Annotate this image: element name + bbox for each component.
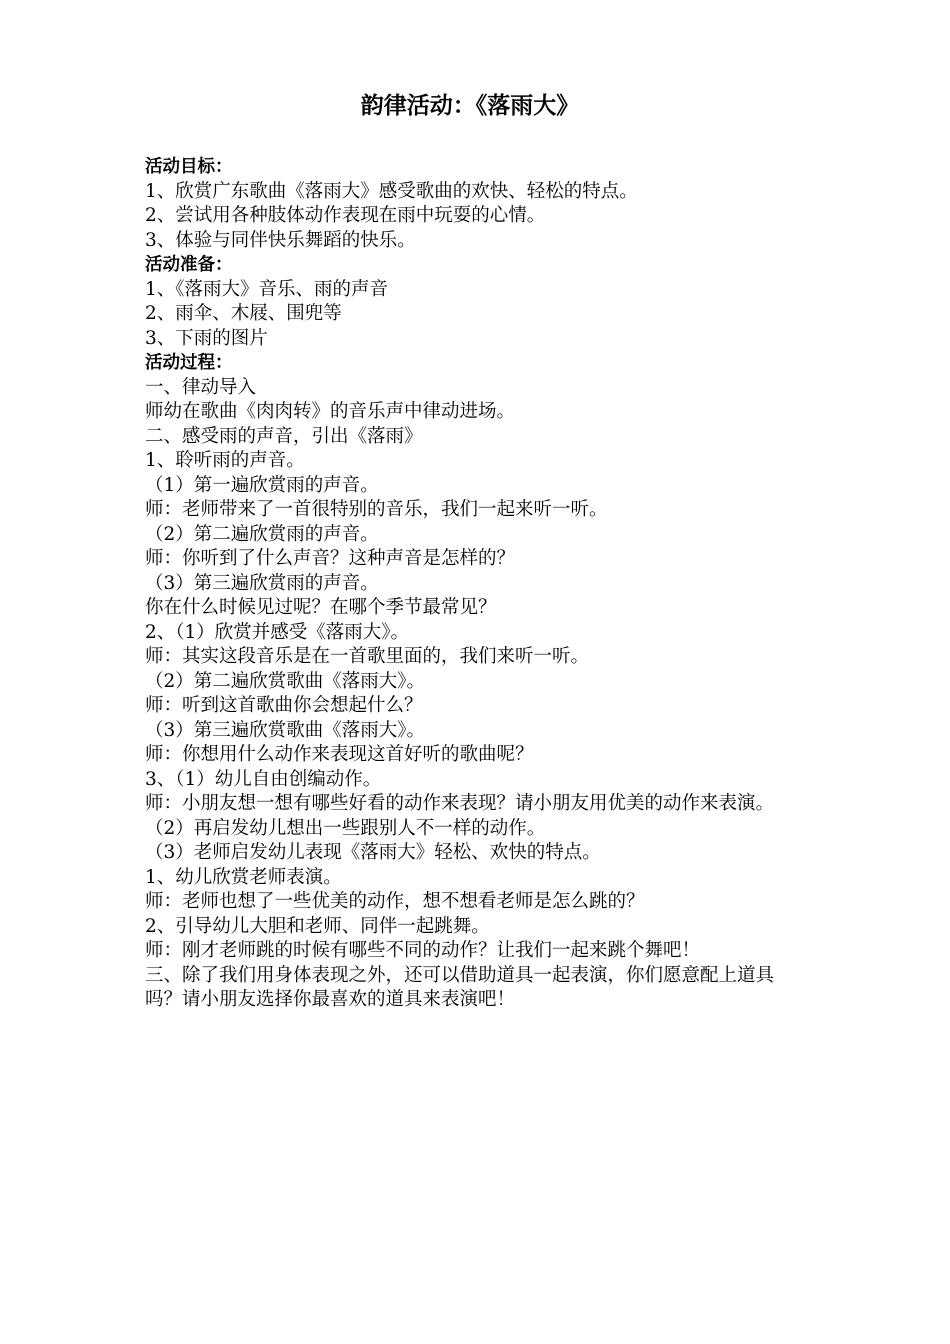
section-heading: 活动目标： — [145, 157, 233, 177]
body-line: 师：听到这首歌曲你会想起什么？ — [145, 695, 423, 716]
body-line: （3）第三遍欣赏雨的声音。 — [145, 572, 379, 594]
body-line: 2、引导幼儿大胆和老师、同伴一起跳舞。 — [145, 915, 490, 937]
section-heading: 活动准备： — [145, 255, 233, 275]
body-line: 师：你想用什么动作来表现这首好听的歌曲呢？ — [145, 744, 534, 765]
body-line: 3、（1）幼儿自由创编动作。 — [145, 768, 382, 790]
body-line: 师：刚才老师跳的时候有哪些不同的动作？让我们一起来跳个舞吧！ — [145, 940, 701, 961]
body-line: 2、（1）欣赏并感受《落雨大》。 — [145, 621, 410, 643]
body-line: 3、体验与同伴快乐舞蹈的快乐。 — [145, 229, 416, 251]
body-line: （2）第二遍欣赏雨的声音。 — [145, 523, 379, 545]
body-line: 2、雨伞、木屐、围兜等 — [145, 303, 342, 324]
section-heading: 活动过程： — [145, 353, 233, 373]
body-line: （3）第三遍欣赏歌曲《落雨大》。 — [145, 719, 426, 741]
body-line: 一、律动导入 — [145, 376, 257, 398]
body-line: 师：小朋友想一想有哪些好看的动作来表现？请小朋友用优美的动作来表演。 — [145, 793, 775, 814]
body-line: 1、欣赏广东歌曲《落雨大》感受歌曲的欢快、轻松的特点。 — [145, 180, 638, 202]
document-title: 韵律活动：《落雨大》 — [360, 93, 580, 119]
body-line: 1、聆听雨的声音。 — [145, 450, 305, 471]
body-line: （1）第一遍欣赏雨的声音。 — [145, 474, 379, 496]
body-line: 你在什么时候见过呢？在哪个季节最常见？ — [145, 597, 497, 618]
body-line: 师幼在歌曲《肉肉转》的音乐声中律动进场。 — [145, 401, 516, 422]
body-line: 1、《落雨大》音乐、雨的声音 — [145, 278, 389, 300]
body-line: 2、尝试用各种肢体动作表现在雨中玩耍的心情。 — [145, 205, 546, 226]
body-line: （2）再启发幼儿想出一些跟别人不一样的动作。 — [145, 817, 546, 839]
body-line: （3）老师启发幼儿表现《落雨大》轻松、欢快的特点。 — [145, 842, 601, 863]
body-line: 1、幼儿欣赏老师表演。 — [145, 866, 342, 888]
body-line: 3、下雨的图片 — [145, 327, 268, 349]
body-line: 三、除了我们用身体表现之外，还可以借助道具一起表演，你们愿意配上道具吗？请小朋友选择你最喜欢的道具来表演吧！ — [145, 964, 775, 1010]
body-line: 二、感受雨的声音，引出《落雨》 — [145, 425, 423, 447]
body-line: 师：其实这段音乐是在一首歌里面的，我们来听一听。 — [145, 646, 590, 667]
document-body — [145, 155, 810, 1013]
body-line: 师：老师也想了一些优美的动作，想不想看老师是怎么跳的？ — [145, 891, 645, 912]
body-line: 师：你听到了什么声音？这种声音是怎样的？ — [145, 548, 516, 569]
body-line: （2）第二遍欣赏歌曲《落雨大》。 — [145, 670, 426, 692]
body-line: 师：老师带来了一首很特别的音乐，我们一起来听一听。 — [145, 499, 608, 520]
